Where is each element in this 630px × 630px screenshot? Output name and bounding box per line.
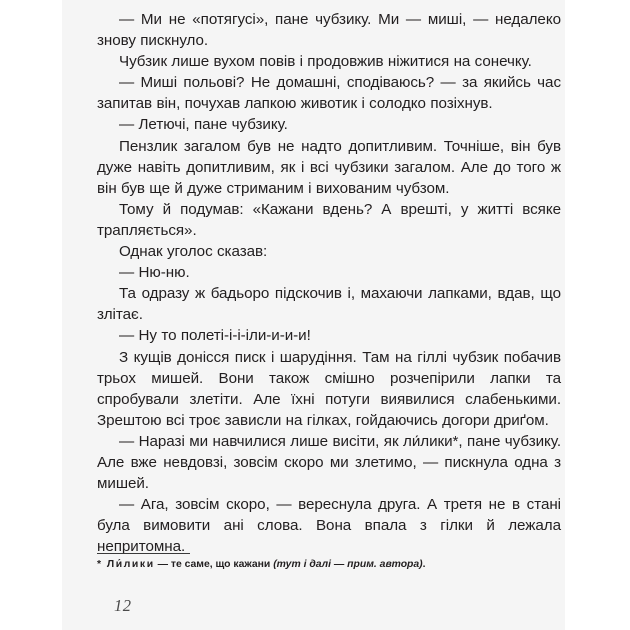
paragraph: — Летючі, пане чубзику. [119, 116, 288, 134]
paragraph: Пензлик загалом був не надто допитливим. Точніше, він був дуже навіть допитливим, як і всі чубзики загалом. Але до того ж він був ще й дуже стриманим і вихованим чубзом. [97, 137, 561, 197]
page-number: 12 [114, 596, 132, 615]
footnote-attribution: (тут і далі — прим. автора) [273, 559, 423, 570]
footnote-headword: Ли́лики [106, 559, 155, 570]
paragraph: Та одразу ж бадьоро підскочив і, махаючи лапками, вдав, що злітає. [97, 285, 561, 324]
paragraph: — Ну то полеті-і-і-іли-и-и-и! [119, 327, 311, 345]
footnote-text [97, 558, 561, 571]
footnote-terminator: . [422, 559, 426, 570]
paragraph: З кущів донісся писк і шарудіння. Там на гіллі чубзик побачив трьох мишей. Вони також смішно розчепірили лапки та спробували злетіти. Але їхні потуги виявилися слабенькими. Зрештою всі троє зависли на гілках, гойдаючись догори дриґом. [97, 348, 561, 429]
body-text-column [97, 9, 561, 557]
footnote-definition: — те саме, що кажани [157, 559, 271, 570]
footnote-separator-rule [97, 553, 190, 554]
paragraph: — Наразі ми навчилися лише висіти, як ли́лики*, пане чубзику. Але вже невдовзі, зовсім скоро ми злетимо, — пискнула одна з мишей. [97, 432, 561, 493]
paragraph: Тому й подумав: «Кажани вдень? А врешті, у житті всяке трапляється». [97, 200, 561, 239]
paragraph: — Миші польові? Не домашні, сподіваюсь? — за якийсь час запитав він, почухав лапкою животик і солодко позіхнув. [97, 74, 561, 113]
footnote-marker: * [97, 559, 102, 570]
footnote-block [97, 553, 561, 571]
paragraph: — Ми не «потягусі», пане чубзику. Ми — миші, — недалеко знову пискнуло. [97, 11, 561, 50]
paragraph: Чубзик лише вухом повів і продовжив ніжитися на сонечку. [119, 53, 532, 71]
paragraph: Однак уголос сказав: [119, 243, 268, 261]
book-page [62, 0, 565, 630]
paragraph: — Ню-ню. [119, 264, 190, 282]
paragraph: — Ага, зовсім скоро, — вереснула друга. А третя не в стані була вимовити ані слова. Вона впала з гілки й лежала непритомна. [97, 496, 561, 556]
